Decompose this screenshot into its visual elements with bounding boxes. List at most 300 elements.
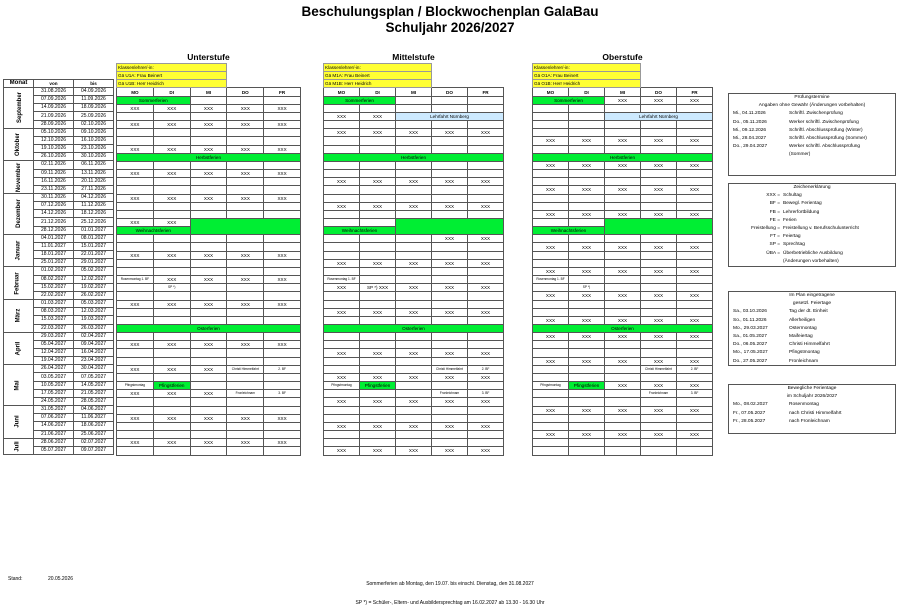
info-key: Mi., 09.12.2026 <box>733 127 767 133</box>
week-row <box>117 243 301 251</box>
schedule-cell: Pfingstferien <box>153 382 190 390</box>
teacher-spacer <box>641 64 713 72</box>
empty-cell <box>641 251 677 259</box>
week-from: 12.10.2026 <box>34 136 74 144</box>
empty-cell <box>264 333 301 341</box>
week-to: 01.01.2027 <box>74 226 114 234</box>
empty-cell <box>227 447 264 455</box>
empty-cell <box>432 267 468 275</box>
empty-cell <box>432 121 468 129</box>
week-row <box>324 292 504 300</box>
empty-cell <box>432 292 468 300</box>
week-to: 11.09.2026 <box>74 96 114 104</box>
empty-cell <box>117 235 154 243</box>
column-header-bis: bis <box>74 79 114 87</box>
week-row <box>324 284 504 292</box>
teacher-line: Gä O1A: Frau Beinert <box>533 72 641 80</box>
schedule-cell: Pfingstmontag <box>117 382 154 390</box>
empty-cell <box>117 447 154 455</box>
schedule-cell: XXX <box>641 210 677 218</box>
info-key: Do., 05.11.2026 <box>733 119 767 125</box>
week-row <box>533 333 713 341</box>
empty-cell <box>677 145 713 153</box>
week-to: 05.02.2027 <box>74 267 114 275</box>
empty-cell <box>264 235 301 243</box>
info-value: Schriftl. Abschlussprüfung (Sommer) <box>789 136 867 142</box>
empty-cell <box>677 349 713 357</box>
info-value: Christi Himmelfahrt <box>789 342 830 348</box>
empty-cell <box>432 333 468 341</box>
day-header: DI <box>153 88 190 96</box>
empty-cell <box>432 406 468 414</box>
empty-cell <box>641 349 677 357</box>
empty-cell <box>605 390 641 398</box>
week-from: 28.12.2026 <box>34 226 74 234</box>
bewegliche-ferientage-box <box>728 384 896 434</box>
empty-cell <box>677 235 713 243</box>
week-row <box>324 210 504 218</box>
week-row <box>117 112 301 120</box>
schedule-cell: 2. BF <box>264 365 301 373</box>
week-row <box>324 341 504 349</box>
week-row <box>117 96 301 104</box>
month-label: Mai <box>14 380 21 391</box>
schedule-cell: XXX <box>360 373 396 381</box>
empty-cell <box>605 439 641 447</box>
week-row <box>533 121 713 129</box>
empty-cell <box>605 194 641 202</box>
info-key: Do., 27.05.2027 <box>733 358 768 364</box>
week-from: 15.02.2027 <box>34 283 74 291</box>
empty-cell <box>605 235 641 243</box>
empty-cell <box>117 259 154 267</box>
week-row <box>4 161 114 169</box>
empty-cell <box>677 373 713 381</box>
week-row <box>324 194 504 202</box>
week-from: 02.11.2026 <box>34 161 74 169</box>
info-key: So., 01.11.2026 <box>733 317 767 323</box>
week-from: 19.10.2026 <box>34 145 74 153</box>
empty-cell <box>153 161 190 169</box>
empty-cell <box>432 431 468 439</box>
week-to: 04.06.2027 <box>74 406 114 414</box>
week-row <box>4 234 114 242</box>
info-value: Pfingstmontag <box>789 350 820 356</box>
schedule-cell: XXX <box>605 316 641 324</box>
week-from: 21.09.2026 <box>34 112 74 120</box>
empty-cell <box>677 284 713 292</box>
week-row <box>117 308 301 316</box>
empty-cell <box>569 390 605 398</box>
week-row <box>117 349 301 357</box>
empty-cell <box>641 276 677 284</box>
title-line-2: Schuljahr 2026/2027 <box>385 20 515 35</box>
week-to: 05.03.2027 <box>74 300 114 308</box>
schedule-cell: XXX <box>468 373 504 381</box>
empty-cell <box>324 145 360 153</box>
schedule-cell: XXX <box>264 341 301 349</box>
schedule-cell: XXX <box>641 406 677 414</box>
unterstufe-table <box>116 52 301 456</box>
empty-cell <box>324 431 360 439</box>
empty-cell <box>468 267 504 275</box>
empty-cell <box>432 170 468 178</box>
empty-cell <box>396 243 432 251</box>
feiertage-list <box>729 308 895 365</box>
empty-cell <box>533 390 569 398</box>
week-row <box>533 243 713 251</box>
month-cell <box>4 194 34 235</box>
empty-cell <box>190 218 300 234</box>
schedule-cell: Osterferien <box>324 325 504 333</box>
empty-cell <box>396 439 432 447</box>
week-row <box>533 341 713 349</box>
stufe-title: Oberstufe <box>533 52 713 64</box>
empty-cell <box>360 104 396 112</box>
week-row <box>533 194 713 202</box>
schedule-cell: XXX <box>432 259 468 267</box>
empty-cell <box>396 292 432 300</box>
week-to: 16.10.2026 <box>74 136 114 144</box>
week-to: 02.07.2027 <box>74 438 114 446</box>
week-to: 04.12.2026 <box>74 194 114 202</box>
week-row <box>533 316 713 324</box>
week-row <box>117 145 301 153</box>
empty-cell <box>324 414 360 422</box>
teacher-line: Gä U1B: Herr Heidrich <box>117 80 227 88</box>
schedule-cell: 3. BF <box>468 390 504 398</box>
schedule-cell: Pfingstmontag <box>324 382 360 390</box>
day-header: MO <box>533 88 569 96</box>
empty-cell <box>468 316 504 324</box>
week-row <box>117 316 301 324</box>
month-label: Juni <box>15 415 21 429</box>
schedule-cell: XXX <box>677 161 713 169</box>
date-header-spacer <box>4 63 114 71</box>
empty-cell <box>533 284 569 292</box>
week-row <box>117 447 301 455</box>
empty-cell <box>468 186 504 194</box>
empty-cell <box>153 186 190 194</box>
week-row <box>324 333 504 341</box>
empty-cell <box>605 398 641 406</box>
empty-cell <box>605 251 641 259</box>
empty-cell <box>360 357 396 365</box>
empty-cell <box>396 414 432 422</box>
empty-cell <box>533 341 569 349</box>
schedule-cell: Rosenmontag 1. BF <box>533 276 569 284</box>
column-header-monat: Monat <box>4 79 34 87</box>
week-row <box>4 300 114 308</box>
week-row <box>117 235 301 243</box>
empty-cell <box>677 300 713 308</box>
empty-cell <box>432 243 468 251</box>
teacher-line: Gä U1A: Frau Beinert <box>117 72 227 80</box>
empty-cell <box>360 186 396 194</box>
empty-cell <box>569 145 605 153</box>
schedule-cell: 2. BF <box>468 365 504 373</box>
schedule-cell: XXX <box>264 414 301 422</box>
month-cell <box>4 406 34 439</box>
schedule-cell: XXX <box>324 284 360 292</box>
week-from: 12.04.2027 <box>34 348 74 356</box>
week-row <box>324 431 504 439</box>
schedule-cell: XXX <box>605 431 641 439</box>
schedule-cell: XXX <box>533 357 569 365</box>
empty-cell <box>227 186 264 194</box>
week-row <box>324 243 504 251</box>
month-cell <box>4 234 34 267</box>
empty-cell <box>569 300 605 308</box>
schedule-cell: Herbstferien <box>533 153 713 161</box>
week-row <box>324 235 504 243</box>
empty-cell <box>468 210 504 218</box>
week-row <box>533 390 713 398</box>
teacher-spacer <box>227 72 301 80</box>
info-value: Schriftl. Abschlussprüfung (Winter) <box>789 127 863 133</box>
empty-cell <box>190 382 227 390</box>
empty-cell <box>605 178 641 186</box>
week-row <box>117 161 301 169</box>
empty-cell <box>190 202 227 210</box>
empty-cell <box>677 422 713 430</box>
empty-cell <box>324 267 360 275</box>
week-row <box>324 112 504 120</box>
empty-cell <box>468 333 504 341</box>
schedule-cell: XXX <box>227 414 264 422</box>
date-header-spacer <box>4 52 114 63</box>
schedule-cell: XXX <box>396 284 432 292</box>
empty-cell <box>641 398 677 406</box>
schedule-cell: XXX <box>117 104 154 112</box>
week-row <box>4 267 114 275</box>
week-row <box>117 284 301 292</box>
empty-cell <box>117 210 154 218</box>
week-row <box>324 422 504 430</box>
empty-cell <box>677 251 713 259</box>
schedule-cell: Christi Himmelfahrt <box>432 365 468 373</box>
day-header: MI <box>396 88 432 96</box>
empty-cell <box>190 259 227 267</box>
week-row <box>4 332 114 340</box>
info-row <box>729 410 895 418</box>
empty-cell <box>468 161 504 169</box>
bewegliche-title: Bewegliche Ferientage <box>787 386 837 391</box>
empty-cell <box>227 373 264 381</box>
info-row <box>729 225 895 233</box>
info-value: Bewegl. Ferientag <box>783 201 822 207</box>
schedule-cell: XXX <box>569 357 605 365</box>
week-row <box>324 390 504 398</box>
week-to: 09.04.2027 <box>74 340 114 348</box>
empty-cell <box>117 178 154 186</box>
info-value: (Änderungen vorbehalten) <box>783 258 839 264</box>
empty-cell <box>396 382 432 390</box>
week-row <box>324 129 504 137</box>
week-from: 21.12.2026 <box>34 218 74 226</box>
empty-cell <box>117 398 154 406</box>
schedule-cell: XXX <box>533 243 569 251</box>
empty-cell <box>360 137 396 145</box>
schedule-cell: XXX <box>677 431 713 439</box>
empty-cell <box>153 357 190 365</box>
empty-cell <box>264 129 301 137</box>
week-to: 29.01.2027 <box>74 259 114 267</box>
schedule-cell: XXX <box>432 398 468 406</box>
schedule-cell: XXX <box>396 178 432 186</box>
empty-cell <box>569 398 605 406</box>
schedule-cell: XXX <box>264 251 301 259</box>
empty-cell <box>324 210 360 218</box>
empty-cell <box>533 194 569 202</box>
week-row <box>324 161 504 169</box>
empty-cell <box>396 251 432 259</box>
info-value: Rosenmontag <box>789 402 819 408</box>
schedule-cell: XXX <box>677 243 713 251</box>
empty-cell <box>569 373 605 381</box>
info-value: Allerheiligen <box>789 317 816 323</box>
week-row <box>324 365 504 373</box>
schedule-cell: XXX <box>468 178 504 186</box>
schedule-cell: XXX <box>396 308 432 316</box>
empty-cell <box>324 333 360 341</box>
week-row <box>533 235 713 243</box>
empty-cell <box>641 121 677 129</box>
schedule-cell: XXX <box>190 341 227 349</box>
info-key: FE = <box>769 217 780 223</box>
empty-cell <box>360 390 396 398</box>
empty-cell <box>264 447 301 455</box>
schedule-cell: XXX <box>324 112 360 120</box>
empty-cell <box>468 251 504 259</box>
week-to: 27.11.2026 <box>74 185 114 193</box>
empty-cell <box>153 447 190 455</box>
empty-cell <box>468 414 504 422</box>
empty-cell <box>153 431 190 439</box>
schedule-cell: XXX <box>396 259 432 267</box>
schedule-cell: XXX <box>605 243 641 251</box>
week-to: 25.12.2026 <box>74 218 114 226</box>
empty-cell <box>533 121 569 129</box>
date-column-table <box>3 52 114 455</box>
week-row <box>533 276 713 284</box>
empty-cell <box>533 218 569 226</box>
week-to: 23.04.2027 <box>74 357 114 365</box>
empty-cell <box>153 333 190 341</box>
week-row <box>533 259 713 267</box>
empty-cell <box>533 447 569 455</box>
empty-cell <box>569 218 605 226</box>
empty-cell <box>605 349 641 357</box>
schedule-cell: XXX <box>117 194 154 202</box>
empty-cell <box>117 137 154 145</box>
schedule-cell: XXX <box>468 422 504 430</box>
empty-cell <box>117 202 154 210</box>
empty-cell <box>324 316 360 324</box>
empty-cell <box>533 398 569 406</box>
week-from: 14.09.2026 <box>34 104 74 112</box>
empty-cell <box>569 235 605 243</box>
empty-cell <box>360 121 396 129</box>
info-key: Mo., 17.05.2027 <box>733 350 768 356</box>
empty-cell <box>468 145 504 153</box>
empty-cell <box>533 422 569 430</box>
week-to: 15.01.2027 <box>74 242 114 250</box>
week-row <box>4 87 114 95</box>
info-row <box>729 217 895 225</box>
schedule-cell: XXX <box>396 202 432 210</box>
week-row <box>117 422 301 430</box>
empty-cell <box>569 129 605 137</box>
empty-cell <box>569 349 605 357</box>
week-row <box>533 129 713 137</box>
week-row <box>533 447 713 455</box>
empty-cell <box>677 178 713 186</box>
info-value: Schriftl. Zwischenprüfung <box>789 111 843 117</box>
empty-cell <box>190 284 227 292</box>
empty-cell <box>264 308 301 316</box>
week-row <box>533 284 713 292</box>
schedule-cell: XXX <box>677 316 713 324</box>
schedule-cell: XXX <box>432 284 468 292</box>
empty-cell <box>264 398 301 406</box>
empty-cell <box>227 431 264 439</box>
week-row <box>117 333 301 341</box>
schedule-cell: XXX <box>468 447 504 455</box>
schedule-cell: XXX <box>117 341 154 349</box>
schedule-cell: XXX <box>677 382 713 390</box>
empty-cell <box>605 104 641 112</box>
week-to: 25.06.2027 <box>74 430 114 438</box>
empty-cell <box>641 194 677 202</box>
day-header: FR <box>677 88 713 96</box>
schedule-cell: Herbstferien <box>324 153 504 161</box>
empty-cell <box>360 292 396 300</box>
empty-cell <box>227 316 264 324</box>
empty-cell <box>468 341 504 349</box>
empty-cell <box>264 316 301 324</box>
empty-cell <box>569 365 605 373</box>
empty-cell <box>468 292 504 300</box>
week-to: 18.09.2026 <box>74 104 114 112</box>
empty-cell <box>190 210 227 218</box>
week-row <box>324 145 504 153</box>
empty-cell <box>360 431 396 439</box>
week-row <box>324 357 504 365</box>
week-to: 26.03.2027 <box>74 324 114 332</box>
schedule-cell: XXX <box>117 439 154 447</box>
empty-cell <box>153 267 190 275</box>
teacher-spacer <box>641 80 713 88</box>
empty-cell <box>641 439 677 447</box>
empty-cell <box>641 414 677 422</box>
pruefung-list <box>729 110 895 159</box>
teacher-line: Gä M1A: Frau Beinert <box>324 72 432 80</box>
teacher-line: Klassenlehrer/-in: <box>533 64 641 72</box>
schedule-cell: XXX <box>641 382 677 390</box>
schedule-cell: XXX <box>569 186 605 194</box>
week-to: 09.10.2026 <box>74 128 114 136</box>
schedule-cell: XXX <box>264 121 301 129</box>
empty-cell <box>264 292 301 300</box>
empty-cell <box>677 170 713 178</box>
empty-cell <box>533 414 569 422</box>
empty-cell <box>227 259 264 267</box>
schedule-cell: XXX <box>468 349 504 357</box>
info-value: Ostermontag <box>789 325 817 331</box>
empty-cell <box>190 137 227 145</box>
info-row <box>729 308 895 316</box>
